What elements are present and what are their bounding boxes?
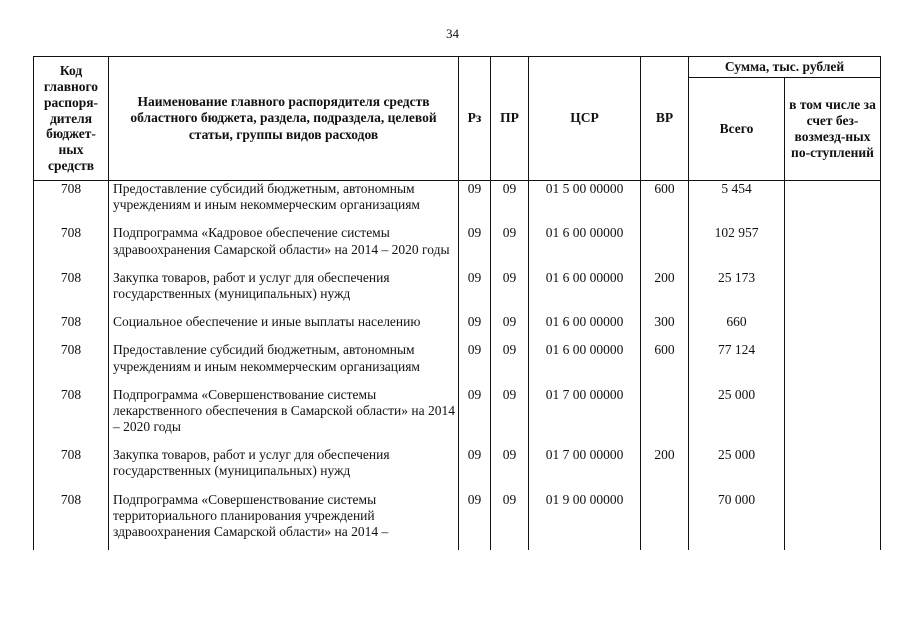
cell-rz: 09 [459,445,491,489]
cell-pr: 09 [491,340,529,384]
cell-code: 708 [34,312,109,340]
cell-rz: 09 [459,268,491,312]
cell-csr: 01 6 00 00000 [529,340,641,384]
cell-name: Предоставление субсидий бюджетным, автономным учреждениям и иным некоммерческим организациям [109,181,459,224]
cell-name: Подпрограмма «Совершенствование системы территориального планирования учреждений здравоохранения Самарской области» на 2014 – [109,490,459,551]
cell-rz: 09 [459,490,491,551]
cell-incl [785,340,881,384]
page-number: 34 [446,26,459,41]
header-pr: ПР [491,57,529,181]
cell-rz: 09 [459,312,491,340]
cell-rz: 09 [459,181,491,224]
table-row [34,268,881,312]
cell-code: 708 [34,340,109,384]
cell-total: 70 000 [689,490,785,551]
cell-pr: 09 [491,268,529,312]
cell-vr: 300 [641,312,689,340]
cell-pr: 09 [491,223,529,267]
cell-incl [785,181,881,224]
header-csr: ЦСР [529,57,641,181]
cell-total: 25 000 [689,385,785,446]
cell-total: 25 000 [689,445,785,489]
cell-rz: 09 [459,385,491,446]
cell-total: 660 [689,312,785,340]
table-header [34,57,881,181]
cell-total: 102 957 [689,223,785,267]
cell-incl [785,268,881,312]
cell-name: Социальное обеспечение и иные выплаты населению [109,312,459,340]
cell-csr: 01 6 00 00000 [529,223,641,267]
cell-rz: 09 [459,340,491,384]
cell-csr: 01 5 00 00000 [529,181,641,224]
table-row [34,445,881,489]
cell-incl [785,385,881,446]
cell-name: Подпрограмма «Кадровое обеспечение системы здравоохранения Самарской области» на 2014 – 2020 годы [109,223,459,267]
cell-name: Предоставление субсидий бюджетным, автономным учреждениям и иным некоммерческим организациям [109,340,459,384]
cell-vr [641,490,689,551]
cell-pr: 09 [491,445,529,489]
header-name: Наименование главного распорядителя средств областного бюджета, раздела, подраздела, целевой статьи, группы видов расходов [109,57,459,181]
table-row [34,181,881,224]
cell-vr: 600 [641,181,689,224]
cell-total: 25 173 [689,268,785,312]
table-row [34,490,881,551]
table-row [34,312,881,340]
cell-pr: 09 [491,312,529,340]
header-rz: Рз [459,57,491,181]
cell-incl [785,445,881,489]
table-row [34,223,881,267]
cell-code: 708 [34,181,109,224]
cell-code: 708 [34,445,109,489]
cell-pr: 09 [491,385,529,446]
cell-rz: 09 [459,223,491,267]
table-row [34,385,881,446]
cell-incl [785,490,881,551]
header-vr: ВР [641,57,689,181]
cell-total: 5 454 [689,181,785,224]
cell-pr: 09 [491,181,529,224]
header-sum-group: Сумма, тыс. рублей [689,57,881,78]
header-incl: в том числе за счет без-возмезд-ных по-ступлений [785,78,881,181]
header-code: Код главного распоря-дителя бюджет-ных средств [34,57,109,181]
header-total: Всего [689,78,785,181]
cell-incl [785,312,881,340]
cell-csr: 01 7 00 00000 [529,445,641,489]
budget-table [33,56,881,550]
cell-csr: 01 6 00 00000 [529,268,641,312]
cell-vr: 200 [641,268,689,312]
cell-vr: 600 [641,340,689,384]
cell-vr [641,385,689,446]
cell-name: Закупка товаров, работ и услуг для обеспечения государственных (муниципальных) нужд [109,445,459,489]
cell-code: 708 [34,490,109,551]
cell-vr [641,223,689,267]
cell-pr: 09 [491,490,529,551]
cell-incl [785,223,881,267]
table-body [34,181,881,551]
table-row [34,340,881,384]
cell-code: 708 [34,268,109,312]
cell-csr: 01 6 00 00000 [529,312,641,340]
cell-name: Закупка товаров, работ и услуг для обеспечения государственных (муниципальных) нужд [109,268,459,312]
cell-code: 708 [34,385,109,446]
cell-code: 708 [34,223,109,267]
cell-csr: 01 7 00 00000 [529,385,641,446]
cell-vr: 200 [641,445,689,489]
cell-csr: 01 9 00 00000 [529,490,641,551]
cell-name: Подпрограмма «Совершенствование системы лекарственного обеспечения в Самарской области» на 2014 – 2020 годы [109,385,459,446]
cell-total: 77 124 [689,340,785,384]
